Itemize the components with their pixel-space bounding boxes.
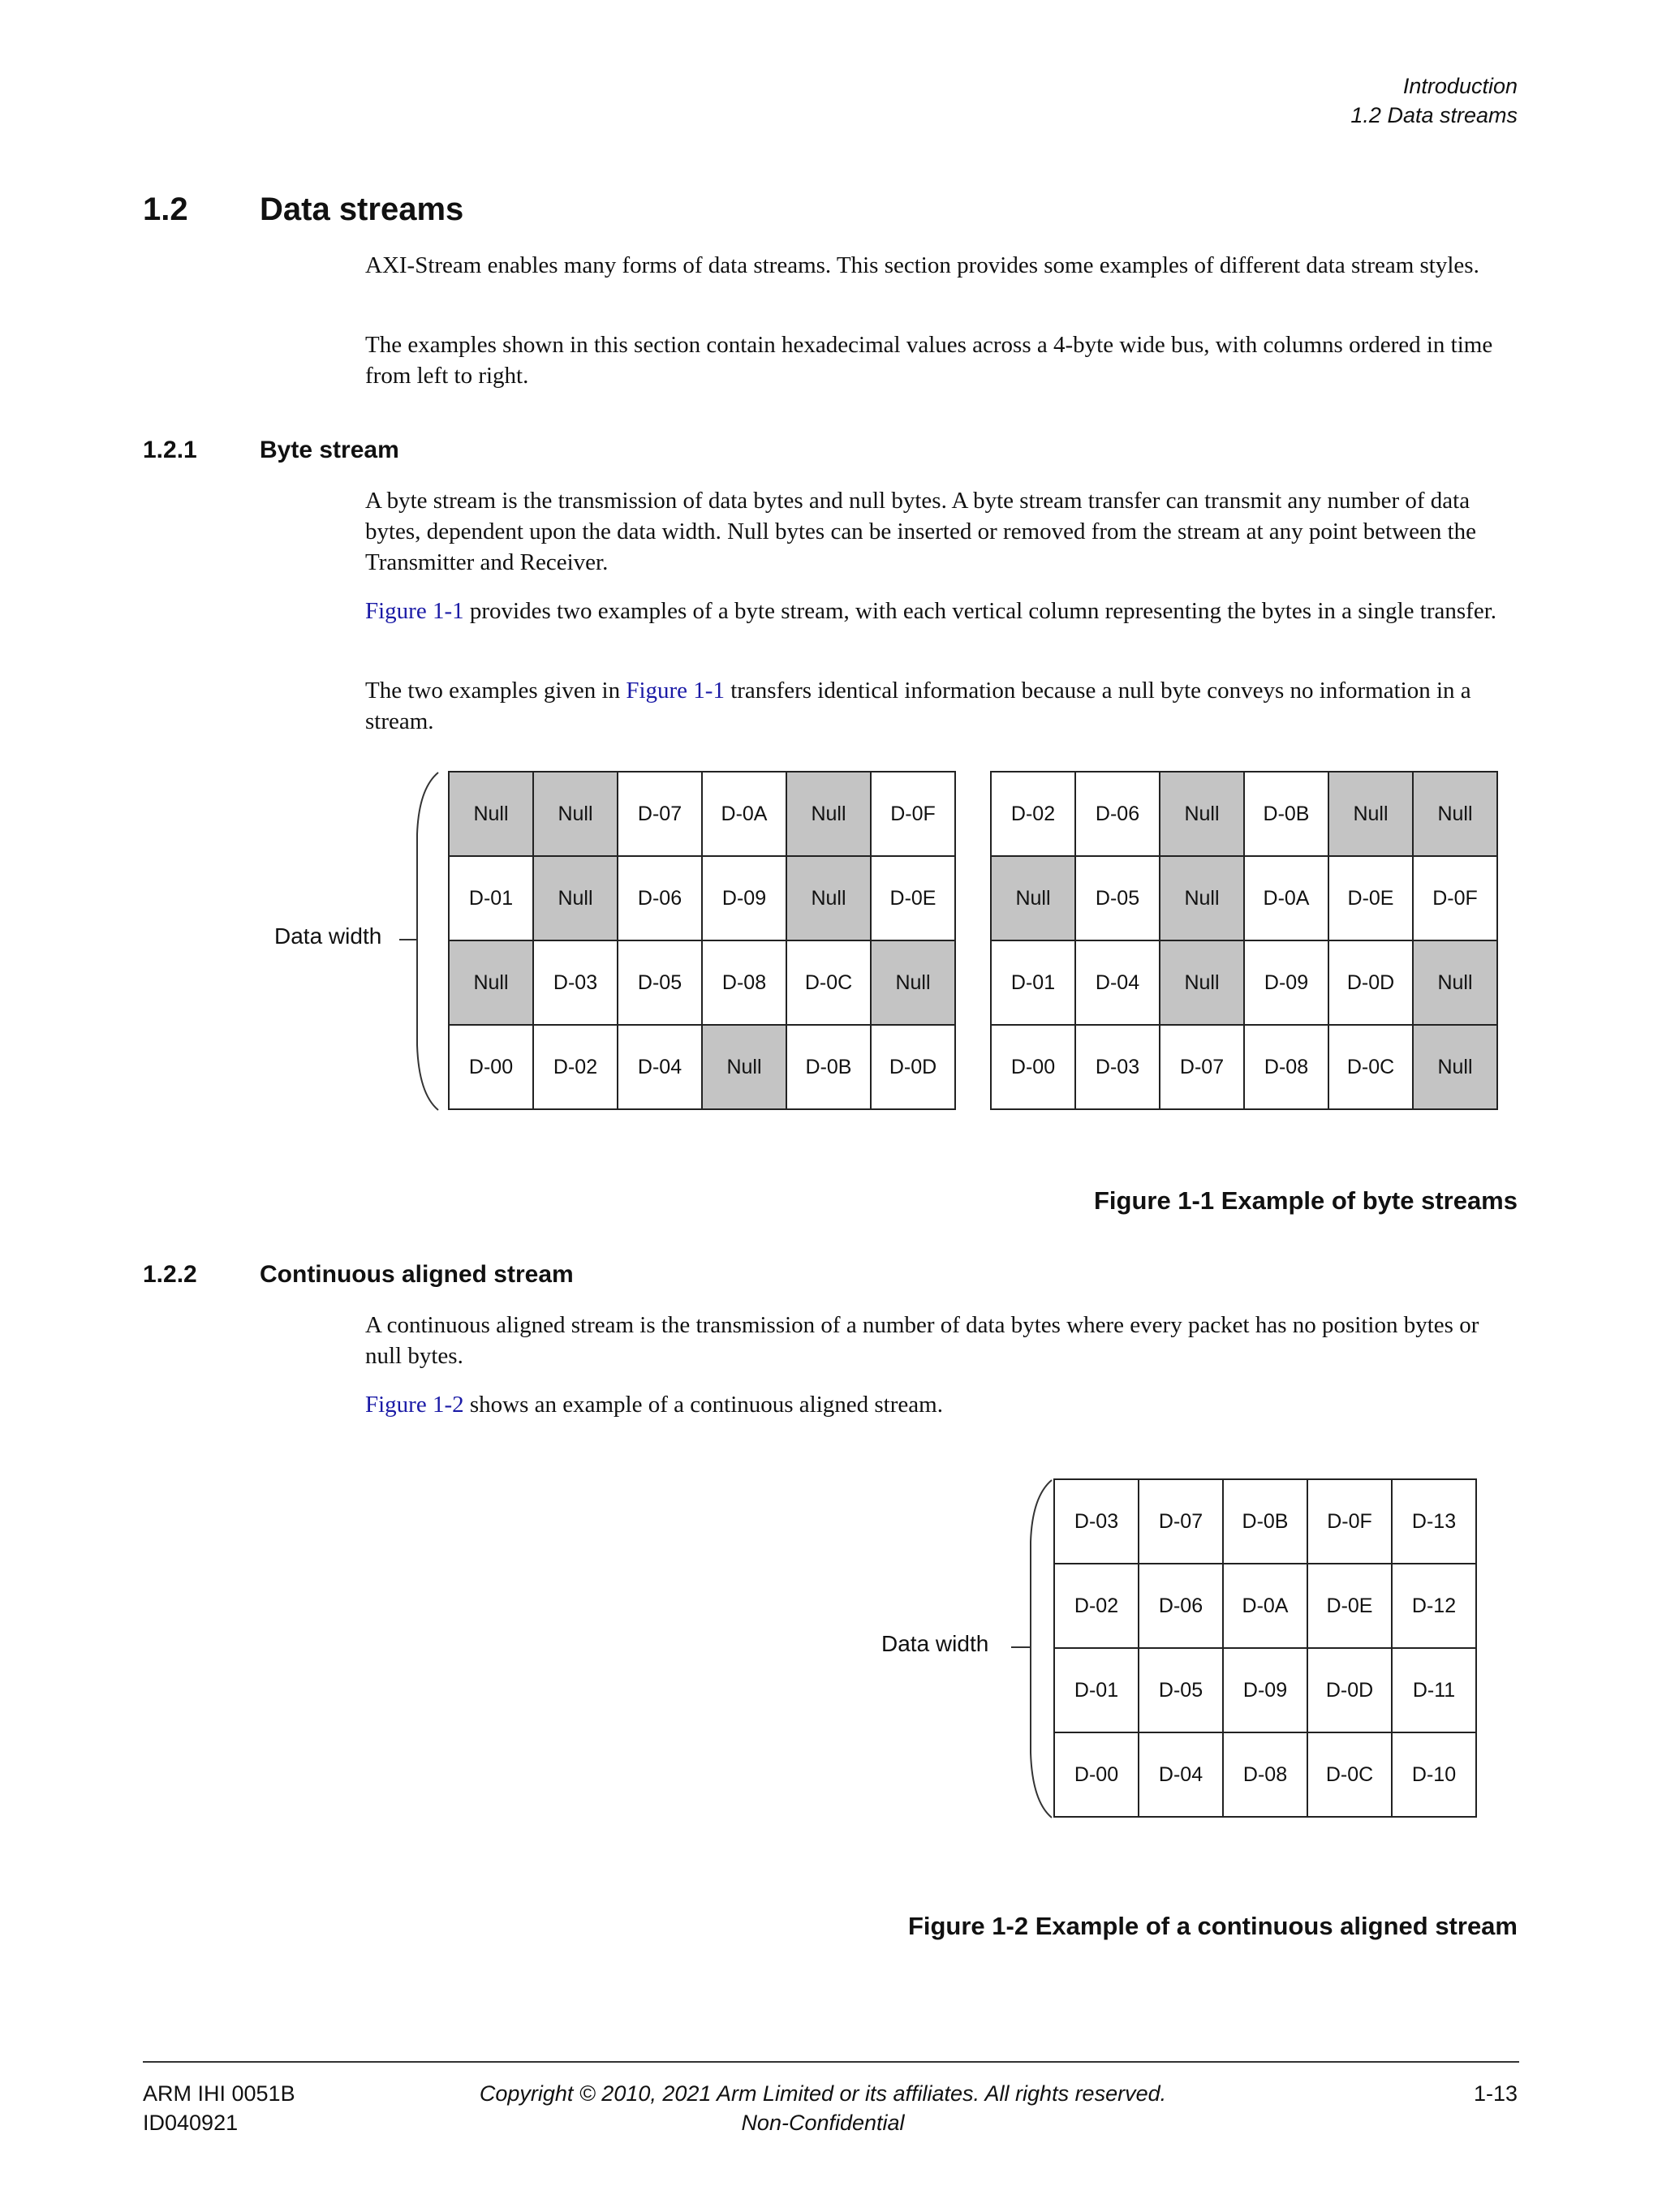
subsection-title-continuous: Continuous aligned stream xyxy=(260,1261,574,1288)
figure-1-1-data-width-label: Data width xyxy=(274,923,382,949)
figure-1-2-cell: D-03 xyxy=(1055,1480,1139,1564)
figure-1-1-right-cell: D-05 xyxy=(1076,857,1160,941)
figure-1-1-right-cell: D-0C xyxy=(1329,1026,1414,1110)
figure-1-1-right-cell: Null xyxy=(1329,772,1414,857)
figure-1-2-cell: D-00 xyxy=(1055,1733,1139,1818)
figure-1-1-right-cell: D-00 xyxy=(992,1026,1076,1110)
section-number: 1.2 xyxy=(143,192,188,227)
footer-confidentiality: Non-Confidential xyxy=(741,2111,905,2135)
figure-1-1-right-cell: D-06 xyxy=(1076,772,1160,857)
figure-1-1-left-cell: Null xyxy=(534,857,618,941)
figure-1-1-left-cell: Null xyxy=(534,772,618,857)
subsection-number-byte-stream: 1.2.1 xyxy=(143,437,197,463)
figure-1-2-cell: D-10 xyxy=(1393,1733,1477,1818)
figure-1-1-right-cell: D-02 xyxy=(992,772,1076,857)
figure-1-2-cell: D-0A xyxy=(1224,1564,1308,1649)
figure-1-1-link-2[interactable]: Figure 1-1 xyxy=(626,678,725,704)
figure-1-1-right-cell: D-07 xyxy=(1160,1026,1245,1110)
figure-1-2-cell: D-05 xyxy=(1139,1649,1224,1733)
figure-1-2-cell: D-06 xyxy=(1139,1564,1224,1649)
footer-rule xyxy=(143,2061,1519,2063)
figure-1-2-cell: D-12 xyxy=(1393,1564,1477,1649)
footer-copyright-block xyxy=(0,2079,1646,2137)
figure-1-1-right-cell: D-0D xyxy=(1329,941,1414,1026)
figure-1-1-right-cell: D-04 xyxy=(1076,941,1160,1026)
figure-1-2-cell: D-08 xyxy=(1224,1733,1308,1818)
figure-1-1-brace xyxy=(396,769,445,1113)
figure-1-2-cell: D-02 xyxy=(1055,1564,1139,1649)
figure-1-2-cell: D-0C xyxy=(1308,1733,1393,1818)
figure-1-1-left-cell: D-0D xyxy=(872,1026,956,1110)
figure-1-1-left-cell: D-00 xyxy=(450,1026,534,1110)
figure-1-2-cell: D-01 xyxy=(1055,1649,1139,1733)
figure-1-2-cell: D-0D xyxy=(1308,1649,1393,1733)
figure-1-2-cell: D-0B xyxy=(1224,1480,1308,1564)
figure-1-1-right-grid xyxy=(990,771,1498,1110)
figure-1-1-right-cell: Null xyxy=(1414,772,1498,857)
figure-1-1-right-cell: Null xyxy=(1160,941,1245,1026)
figure-1-1-right-cell: Null xyxy=(1414,1026,1498,1110)
intro-paragraph-2: The examples shown in this section contain hexadecimal values across a 4-byte wide bus, with columns ordered in time from left to right. xyxy=(365,332,1493,389)
figure-1-2-brace xyxy=(1006,1477,1055,1821)
byte-stream-paragraph-2 xyxy=(365,596,1518,626)
footer-doc-id: ARM IHI 0051B xyxy=(143,2081,295,2106)
footer-page-number: 1-13 xyxy=(1473,2081,1518,2106)
figure-1-1-right-cell: Null xyxy=(992,857,1076,941)
figure-1-1-right-cell: Null xyxy=(1414,941,1498,1026)
figure-1-1-left-cell: D-04 xyxy=(618,1026,703,1110)
figure-1-1-right-cell: D-09 xyxy=(1245,941,1329,1026)
figure-1-2-caption: Figure 1-2 Example of a continuous aligned stream xyxy=(907,1912,1518,1940)
byte-stream-paragraph-2-text: provides two examples of a byte stream, with each vertical column representing the bytes in a single transfer. xyxy=(463,598,1496,624)
figure-1-1-left-cell: D-0C xyxy=(787,941,872,1026)
running-header-section: 1.2 Data streams xyxy=(1350,103,1518,127)
footer-doc-version: ID040921 xyxy=(143,2111,239,2135)
figure-1-1-left-cell: D-08 xyxy=(703,941,787,1026)
continuous-paragraph-2 xyxy=(365,1389,1518,1420)
figure-1-2-data-width-label: Data width xyxy=(881,1631,989,1656)
continuous-paragraph-2-text: shows an example of a continuous aligned stream. xyxy=(463,1392,943,1418)
footer-copyright: Copyright © 2010, 2021 Arm Limited or its affiliates. All rights reserved. xyxy=(479,2081,1167,2106)
figure-1-1-right-cell: D-08 xyxy=(1245,1026,1329,1110)
figure-1-1-right-cell: D-0E xyxy=(1329,857,1414,941)
figure-1-2-cell: D-13 xyxy=(1393,1480,1477,1564)
figure-1-1-left-cell: D-0A xyxy=(703,772,787,857)
figure-1-1-left-cell: Null xyxy=(872,941,956,1026)
byte-stream-paragraph-3-text-b: transfers identical information because a null byte conveys no information in a stream. xyxy=(365,678,1471,734)
running-header xyxy=(1350,71,1518,130)
figure-1-1-left-cell: Null xyxy=(703,1026,787,1110)
figure-1-1-caption: Figure 1-1 Example of byte streams xyxy=(1093,1186,1518,1215)
figure-1-2-cell: D-0F xyxy=(1308,1480,1393,1564)
byte-stream-paragraph-1: A byte stream is the transmission of data bytes and null bytes. A byte stream transfer can transmit any number of data bytes, dependent upon the data width. Null bytes can be inserted or removed from the stream at any point between the Transmitter and Receiver. xyxy=(365,488,1477,575)
figure-1-1-left-cell: Null xyxy=(450,772,534,857)
figure-1-1-link[interactable]: Figure 1-1 xyxy=(365,598,464,624)
figure-1-2-cell: D-09 xyxy=(1224,1649,1308,1733)
intro-paragraph-1: AXI-Stream enables many forms of data streams. This section provides some examples of different data stream styles. xyxy=(365,252,1479,278)
figure-1-1-left-cell: Null xyxy=(787,857,872,941)
figure-1-2-grid xyxy=(1053,1478,1477,1818)
figure-1-2-cell: D-11 xyxy=(1393,1649,1477,1733)
running-header-chapter: Introduction xyxy=(1402,74,1518,98)
figure-1-1-left-cell: D-07 xyxy=(618,772,703,857)
figure-1-1-right-cell: D-0A xyxy=(1245,857,1329,941)
figure-1-1-left-cell: D-02 xyxy=(534,1026,618,1110)
figure-1-1-left-cell: D-09 xyxy=(703,857,787,941)
figure-1-1-right-cell: Null xyxy=(1160,857,1245,941)
figure-1-1-left-cell: D-0B xyxy=(787,1026,872,1110)
section-title: Data streams xyxy=(260,192,464,227)
byte-stream-paragraph-3-text-a: The two examples given in xyxy=(365,678,626,704)
subsection-number-continuous: 1.2.2 xyxy=(143,1261,197,1288)
subsection-title-byte-stream: Byte stream xyxy=(260,437,399,463)
figure-1-1-left-cell: D-0F xyxy=(872,772,956,857)
figure-1-1-left-cell: D-05 xyxy=(618,941,703,1026)
figure-1-1-right-cell: D-0F xyxy=(1414,857,1498,941)
figure-1-1-right-cell: D-0B xyxy=(1245,772,1329,857)
byte-stream-paragraph-3 xyxy=(365,675,1518,737)
figure-1-2-cell: D-04 xyxy=(1139,1733,1224,1818)
figure-1-1-left-cell: D-06 xyxy=(618,857,703,941)
figure-1-1-right-cell: D-03 xyxy=(1076,1026,1160,1110)
figure-1-1-left-cell: D-03 xyxy=(534,941,618,1026)
continuous-paragraph-1: A continuous aligned stream is the transmission of a number of data bytes where every packet has no position bytes or null bytes. xyxy=(365,1312,1479,1369)
figure-1-1-left-cell: D-0E xyxy=(872,857,956,941)
figure-1-2-cell: D-0E xyxy=(1308,1564,1393,1649)
figure-1-1-left-grid xyxy=(448,771,956,1110)
figure-1-1-right-cell: D-01 xyxy=(992,941,1076,1026)
figure-1-1-left-cell: Null xyxy=(450,941,534,1026)
figure-1-1-right-cell: Null xyxy=(1160,772,1245,857)
figure-1-1-left-cell: Null xyxy=(787,772,872,857)
figure-1-2-link[interactable]: Figure 1-2 xyxy=(365,1392,464,1418)
figure-1-2-cell: D-07 xyxy=(1139,1480,1224,1564)
figure-1-1-left-cell: D-01 xyxy=(450,857,534,941)
